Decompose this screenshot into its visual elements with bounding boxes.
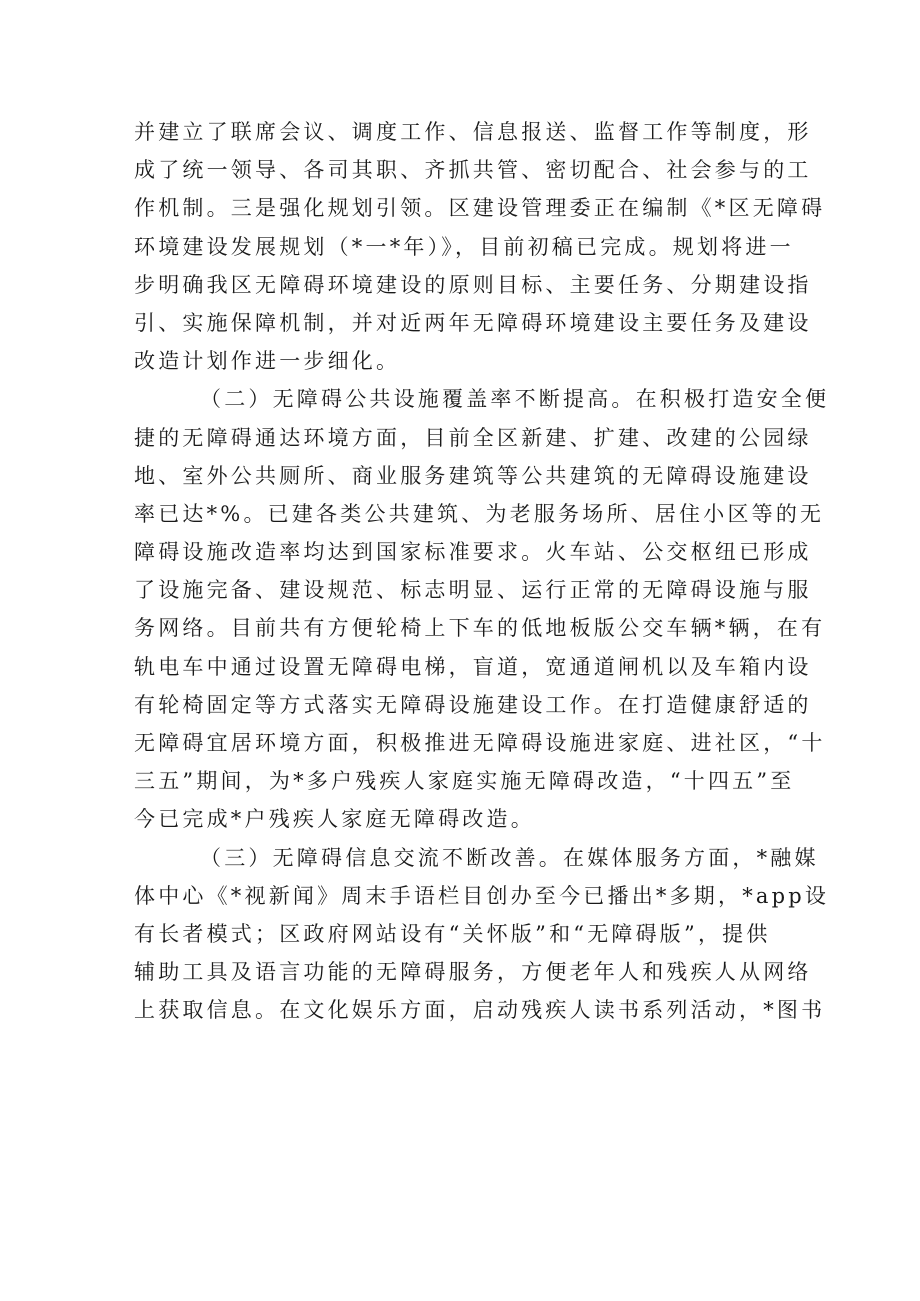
text-line: 成了统一领导、各司其职、齐抓共管、密切配合、社会参与的工 [134, 158, 812, 183]
text-line: 辅助工具及语言功能的无障碍服务，方便老年人和残疾人从网络 [134, 960, 812, 985]
text-line: 了设施完备、建设规范、标志明显、运行正常的无障碍设施与服 [134, 578, 812, 603]
text-line: 环境建设发展规划（*一*年）》，目前初稿已完成。规划将进一 [134, 234, 794, 259]
text-line: 有长者模式；区政府网站设有“关怀版”和“无障碍版”，提供 [134, 921, 771, 946]
text-line: 障碍设施改造率均达到国家标准要求。火车站、公交枢纽已形成 [134, 540, 812, 565]
text-line: 三五”期间，为*多户残疾人家庭实施无障碍改造，“十四五”至 [134, 769, 795, 794]
text-line: 体中心《*视新闻》周末手语栏目创办至今已播出*多期，*app设 [134, 883, 830, 908]
document-body [134, 113, 830, 1030]
text-line: 轨电车中通过设置无障碍电梯，盲道，宽通道闸机以及车箱内设 [134, 654, 812, 679]
text-line: 率已达*%。已建各类公共建筑、为老服务场所、居住小区等的无 [134, 501, 825, 526]
text-line: 改造计划作进一步细化。 [134, 349, 401, 374]
text-line: 地、室外公共厕所、商业服务建筑等公共建筑的无障碍设施建设 [134, 463, 812, 488]
text-line: 捷的无障碍通达环境方面，目前全区新建、扩建、改建的公园绿 [134, 425, 812, 450]
text-line: 引、实施保障机制，并对近两年无障碍环境建设主要任务及建设 [134, 310, 812, 335]
text-line: 作机制。三是强化规划引领。区建设管理委正在编制《*区无障碍 [134, 196, 826, 221]
text-line: 无障碍宜居环境方面，积极推进无障碍设施进家庭、进社区，“十 [134, 731, 826, 755]
text-line: 上获取信息。在文化娱乐方面，启动残疾人读书系列活动，*图书 [134, 998, 826, 1023]
text-line: 有轮椅固定等方式落实无障碍设施建设工作。在打造健康舒适的 [134, 692, 812, 717]
text-line: 步明确我区无障碍环境建设的原则目标、主要任务、分期建设指 [134, 272, 812, 297]
text-line: 并建立了联席会议、调度工作、信息报送、监督工作等制度，形 [134, 120, 812, 144]
text-line: 务网络。目前共有方便轮椅上下车的低地板版公交车辆*辆，在有 [134, 616, 826, 641]
text-line: 今已完成*户残疾人家庭无障碍改造。 [134, 807, 535, 832]
section-heading-line: （三）无障碍信息交流不断改善。在媒体服务方面，*融媒 [200, 845, 819, 870]
section-heading-line: （二）无障碍公共设施覆盖率不断提高。在积极打造安全便 [200, 387, 830, 412]
